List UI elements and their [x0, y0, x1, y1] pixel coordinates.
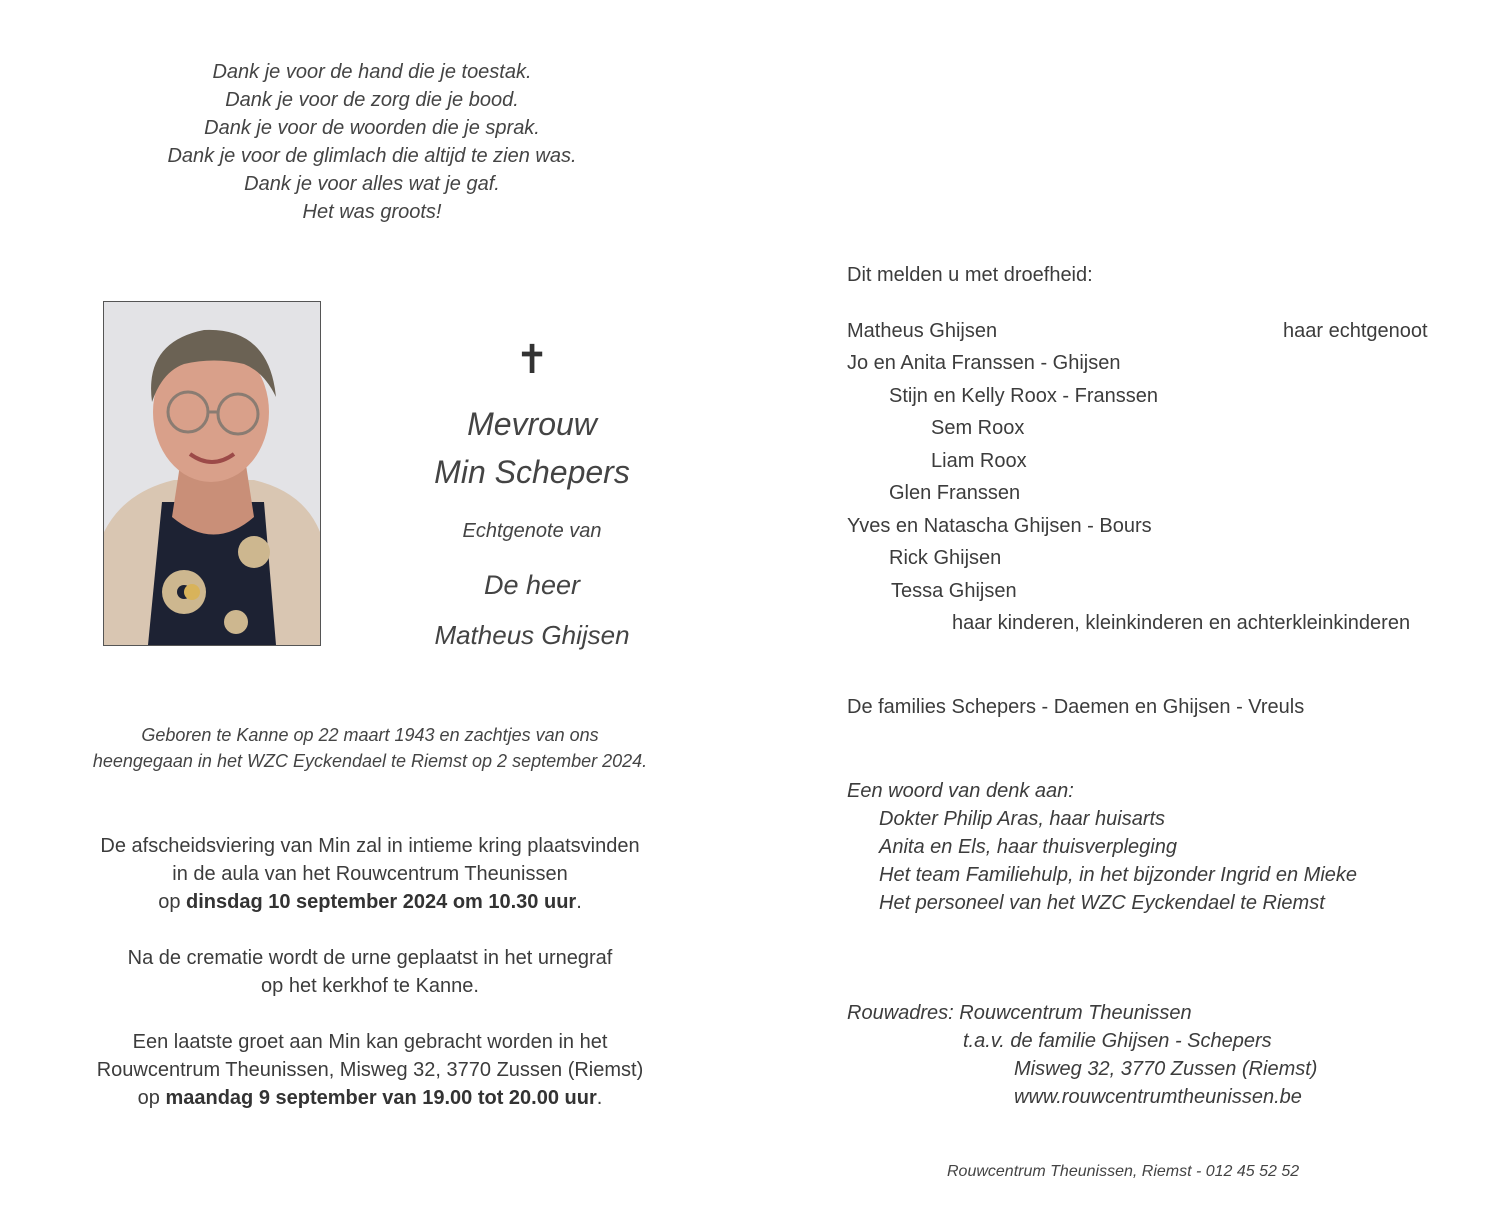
thanks-heading: Een woord van denk aan: — [847, 780, 1074, 802]
spouse-title: De heer — [483, 570, 581, 600]
family-member: Sem Roox — [931, 417, 1025, 439]
husband-role: haar echtgenoot — [1283, 320, 1428, 342]
family-husband: Matheus Ghijsen — [847, 320, 998, 342]
families-line: De families Schepers - Daemen en Ghijsen - Vreuls — [847, 696, 1305, 718]
visit-text — [60, 1028, 680, 1112]
ceremony-pre: op — [158, 891, 187, 913]
visit-line: Rouwcentrum Theunissen, Misweg 32, 3770 Zussen (Riemst) — [96, 1059, 644, 1081]
deceased-name: Min Schepers — [434, 454, 630, 490]
family-member: Rick Ghijsen — [889, 547, 1002, 569]
footer-text: Rouwcentrum Theunissen, Riemst - 012 45 52 52 — [947, 1163, 1300, 1180]
urn-text — [60, 944, 680, 1000]
poem-line: Dank je voor de hand die je toestak. — [212, 61, 532, 83]
visit-line: Een laatste groet aan Min kan gebracht worden in het — [132, 1031, 608, 1053]
address-line: Rouwadres: Rouwcentrum Theunissen — [847, 1002, 1192, 1024]
visit-line — [60, 1084, 680, 1112]
family-member: Yves en Natascha Ghijsen - Bours — [847, 515, 1152, 537]
ceremony-line: De afscheidsviering van Min zal in intieme kring plaatsvinden — [100, 835, 640, 857]
ceremony-line — [60, 888, 680, 916]
family-member: Liam Roox — [931, 450, 1027, 472]
ceremony-date: dinsdag 10 september 2024 om 10.30 uur — [186, 891, 577, 913]
ceremony-text — [60, 832, 680, 916]
deceased-title: Mevrouw — [467, 406, 597, 442]
poem-line: Dank je voor alles wat je gaf. — [244, 173, 500, 195]
poem-line: Dank je voor de zorg die je bood. — [225, 89, 519, 111]
cross-icon: ✝ — [515, 338, 549, 382]
family-member: Tessa Ghijsen — [891, 580, 1017, 602]
family-member: Stijn en Kelly Roox - Franssen — [889, 385, 1159, 407]
announcement: Dit melden u met droefheid: — [847, 264, 1093, 286]
urn-line: op het kerkhof te Kanne. — [261, 975, 479, 997]
poem-line: Het was groots! — [302, 201, 442, 223]
children-role: haar kinderen, kleinkinderen en achterkleinkinderen — [952, 612, 1411, 634]
poem-line: Dank je voor de glimlach die altijd te zien was. — [167, 145, 577, 167]
birth-death-text — [60, 722, 680, 774]
portrait-photo — [103, 301, 321, 646]
born-line: Geboren te Kanne op 22 maart 1943 en zachtjes van ons — [141, 725, 599, 745]
family-member: Glen Franssen — [889, 482, 1021, 504]
visit-post: . — [596, 1087, 603, 1109]
born-line: heengegaan in het WZC Eyckendael te Riemst op 2 september 2024. — [92, 751, 648, 771]
portrait-illustration — [104, 302, 320, 645]
thanks-item: Dokter Philip Aras, haar huisarts — [879, 808, 1166, 830]
urn-line: Na de crematie wordt de urne geplaatst in het urnegraf — [127, 947, 613, 969]
thanks-item: Anita en Els, haar thuisverpleging — [879, 836, 1177, 858]
family-member: Jo en Anita Franssen - Ghijsen — [847, 352, 1121, 374]
thanks-item: Het team Familiehulp, in het bijzonder Ingrid en Mieke — [879, 864, 1358, 886]
poem — [72, 58, 672, 226]
ceremony-line: in de aula van het Rouwcentrum Theunissen — [172, 863, 568, 885]
poem-line: Dank je voor de woorden die je sprak. — [204, 117, 540, 139]
thanks-item: Het personeel van het WZC Eyckendael te Riemst — [879, 892, 1325, 914]
visit-pre: op — [137, 1087, 166, 1109]
ceremony-post: . — [576, 891, 582, 913]
spouse-name: Matheus Ghijsen — [434, 620, 630, 650]
spouse-intro: Echtgenote van — [462, 520, 602, 542]
address-line: t.a.v. de familie Ghijsen - Schepers — [963, 1030, 1272, 1052]
address-link[interactable]: www.rouwcentrumtheunissen.be — [1014, 1086, 1302, 1108]
visit-date: maandag 9 september van 19.00 tot 20.00 uur — [165, 1087, 597, 1109]
address-line: Misweg 32, 3770 Zussen (Riemst) — [1014, 1058, 1318, 1080]
